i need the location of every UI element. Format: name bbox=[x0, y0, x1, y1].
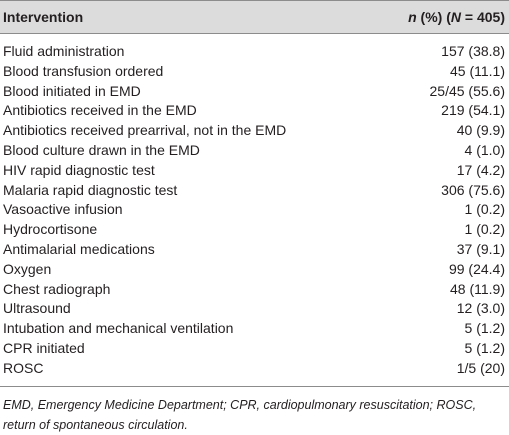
table-row bbox=[0, 319, 509, 339]
row-value: 1 (0.2) bbox=[464, 201, 505, 218]
row-label: Chest radiograph bbox=[3, 280, 111, 297]
table-footnote: EMD, Emergency Medicine Department; CPR, cardiopulmonary resuscitation; ROSC, return of spontaneous circulation. bbox=[3, 397, 477, 432]
header-count bbox=[408, 9, 505, 25]
row-label: Fluid administration bbox=[3, 43, 125, 59]
table-row bbox=[0, 240, 509, 260]
row-value: 99 (24.4) bbox=[448, 260, 505, 277]
row-value: 5 (1.2) bbox=[464, 320, 505, 337]
row-label: Blood culture drawn in the EMD bbox=[3, 141, 200, 158]
table-row bbox=[0, 220, 509, 240]
header-intervention: Intervention bbox=[3, 9, 84, 25]
row-label: Antibiotics received in the EMD bbox=[3, 102, 197, 119]
table-row bbox=[0, 299, 509, 319]
row-value: 37 (9.1) bbox=[456, 240, 505, 257]
row-label: Blood initiated in EMD bbox=[3, 82, 141, 99]
row-value: 45 (11.1) bbox=[450, 62, 505, 79]
row-label: Antibiotics received prearrival, not in the EMD bbox=[3, 122, 287, 139]
row-label: Malaria rapid diagnostic test bbox=[3, 181, 178, 198]
row-value: 12 (3.0) bbox=[456, 300, 505, 317]
row-value: 40 (9.9) bbox=[456, 122, 505, 139]
row-label: Antimalarial medications bbox=[3, 240, 155, 257]
table-row bbox=[0, 359, 509, 379]
row-label: CPR initiated bbox=[3, 339, 85, 356]
table-row bbox=[0, 62, 509, 82]
row-value: 219 (54.1) bbox=[441, 102, 505, 119]
table-row bbox=[0, 260, 509, 280]
row-label: Oxygen bbox=[3, 260, 52, 277]
row-label: ROSC bbox=[3, 359, 44, 376]
table-header bbox=[0, 0, 509, 34]
row-label: Vasoactive infusion bbox=[3, 201, 123, 218]
row-label: Hydrocortisone bbox=[3, 221, 98, 238]
row-label: Ultrasound bbox=[3, 300, 71, 317]
header-N-value: = 405) bbox=[461, 9, 505, 25]
row-value: 48 (11.9) bbox=[450, 280, 505, 297]
table-row bbox=[0, 200, 509, 220]
row-value: 4 (1.0) bbox=[464, 141, 505, 158]
row-value: 1/5 (20) bbox=[456, 359, 505, 376]
header-pct: (%) ( bbox=[416, 9, 451, 25]
row-value: 1 (0.2) bbox=[464, 221, 505, 238]
table-row bbox=[0, 280, 509, 300]
row-value: 17 (4.2) bbox=[456, 161, 505, 178]
table-body bbox=[0, 34, 509, 379]
table-row bbox=[0, 181, 509, 201]
table-row bbox=[0, 339, 509, 359]
row-value: 25/45 (55.6) bbox=[429, 82, 505, 99]
row-label: Blood transfusion ordered bbox=[3, 62, 164, 79]
row-value: 157 (38.8) bbox=[441, 43, 505, 59]
row-label: HIV rapid diagnostic test bbox=[3, 161, 155, 178]
header-N: N bbox=[450, 9, 462, 25]
row-value: 306 (75.6) bbox=[441, 181, 505, 198]
row-label: Intubation and mechanical ventilation bbox=[3, 320, 234, 337]
table-row bbox=[0, 121, 509, 141]
table-row bbox=[0, 161, 509, 181]
table-row bbox=[0, 42, 509, 62]
table-row bbox=[0, 101, 509, 121]
table-row bbox=[0, 82, 509, 102]
table-row bbox=[0, 141, 509, 161]
row-value: 5 (1.2) bbox=[464, 339, 505, 356]
header-n: n bbox=[408, 9, 417, 25]
